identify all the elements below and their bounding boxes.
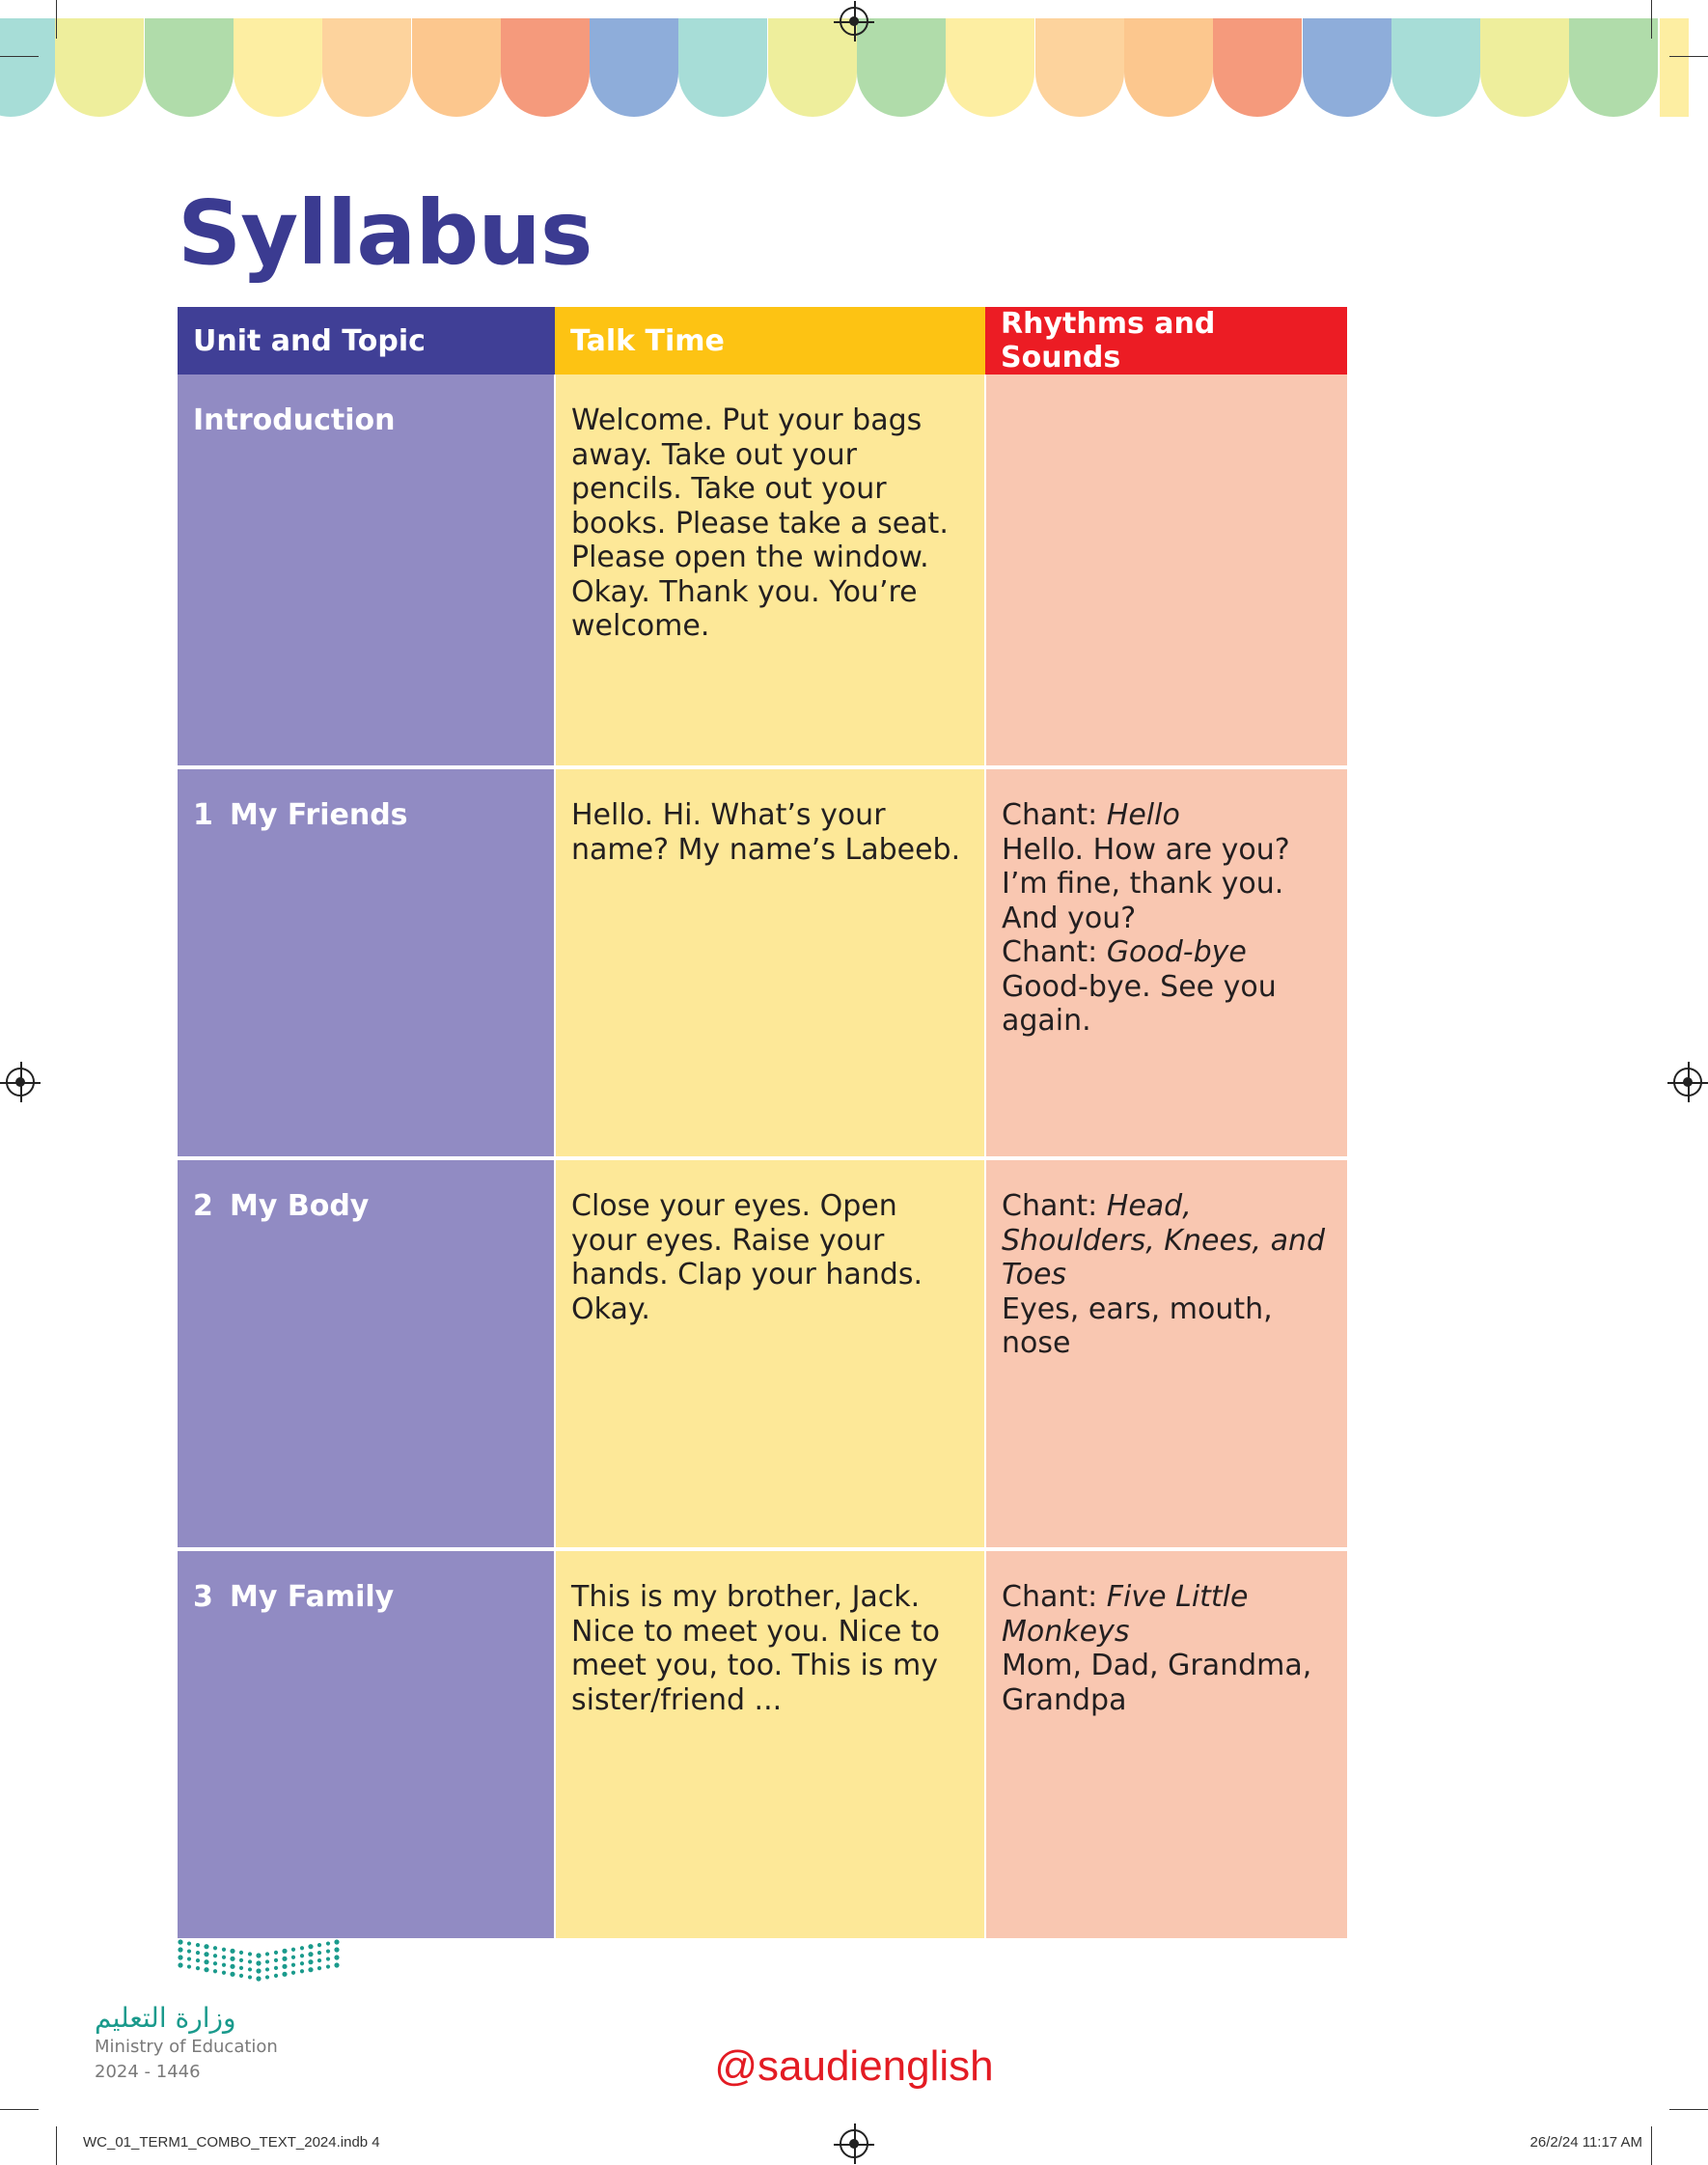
rhythms-cell: [985, 767, 1347, 1158]
logo-dot: [317, 1943, 321, 1947]
scallop-shape: [145, 18, 234, 117]
scallop-shape: [1035, 18, 1124, 117]
logo-dot: [334, 1947, 339, 1952]
ministry-logo-icon: [177, 1936, 343, 1990]
logo-dot: [178, 1939, 182, 1944]
chant-line: [1002, 935, 1332, 970]
logo-dot: [222, 1971, 226, 1975]
logo-dot: [230, 1957, 234, 1961]
registration-mark-right-icon: [1673, 1068, 1702, 1096]
talk-time-cell: Close your eyes. Open your eyes. Raise your hands. Clap your hands. Okay.: [555, 1158, 985, 1549]
unit-number: 2: [193, 1189, 213, 1223]
logo-dot: [196, 1943, 200, 1947]
logo-dot: [248, 1975, 252, 1979]
scallop-edge: [1660, 18, 1689, 117]
ministry-arabic-name: وزارة التعليم: [95, 2002, 236, 2034]
logo-dot: [265, 1975, 269, 1979]
logo-dot: [187, 1957, 191, 1960]
logo-dot: [300, 1946, 304, 1950]
scallop-shape: [768, 18, 857, 117]
table-row: [178, 767, 1347, 1158]
chant-text: Good-bye. See you again.: [1002, 969, 1277, 1038]
chant-line: [1002, 1189, 1332, 1292]
chant-name: Five Little Monkeys: [1002, 1580, 1249, 1649]
chant-line: [1002, 1580, 1332, 1649]
chant-prefix: Chant:: [1002, 798, 1107, 832]
scallop-shape: [678, 18, 767, 117]
registration-dot: [849, 2139, 859, 2149]
logo-dot: [239, 1958, 243, 1962]
header-rhythms-and-sounds: Rhythms and Sounds: [985, 307, 1347, 375]
crop-mark: [56, 2126, 57, 2165]
logo-dot: [282, 1949, 287, 1954]
logo-dot: [178, 1962, 182, 1967]
logo-dot: [308, 1959, 313, 1964]
logo-dot: [178, 1955, 182, 1959]
unit-topic: Introduction: [193, 403, 396, 437]
logo-dot: [230, 1964, 234, 1969]
logo-dot: [222, 1963, 226, 1967]
crop-mark: [56, 0, 57, 39]
logo-dot: [265, 1959, 269, 1963]
logo-dot: [334, 1962, 339, 1967]
scallop-shape: [412, 18, 501, 117]
logo-dot: [230, 1972, 234, 1977]
scallop-shape: [1213, 18, 1302, 117]
logo-dot: [274, 1951, 278, 1955]
registration-mark-left-icon: [6, 1068, 35, 1096]
logo-dot: [213, 1946, 217, 1950]
logo-dot: [248, 1967, 252, 1971]
chant-prefix: Chant:: [1002, 935, 1107, 969]
chant-name: Hello: [1106, 798, 1180, 832]
logo-dot: [256, 1960, 261, 1965]
logo-dot: [248, 1952, 252, 1956]
logo-dot: [239, 1974, 243, 1978]
logo-dot: [222, 1948, 226, 1952]
logo-dot: [300, 1961, 304, 1965]
logo-dot: [334, 1939, 339, 1944]
unit-topic-cell: [178, 767, 555, 1158]
scallop-shape: [234, 18, 322, 117]
logo-dot: [256, 1968, 261, 1973]
unit-topic: My Body: [230, 1189, 370, 1223]
page-title: Syllabus: [178, 181, 592, 285]
registration-dot: [1683, 1077, 1693, 1087]
logo-dot: [326, 1964, 330, 1968]
logo-dot: [282, 1972, 287, 1977]
logo-dot: [300, 1954, 304, 1957]
crop-mark: [1651, 0, 1652, 39]
table-row: [178, 1158, 1347, 1549]
logo-dot: [274, 1966, 278, 1970]
logo-dot: [222, 1956, 226, 1959]
unit-number: 3: [193, 1580, 213, 1614]
logo-dot: [282, 1957, 287, 1961]
rhythms-cell: [985, 1549, 1347, 1938]
logo-dot: [256, 1976, 261, 1981]
unit-number: 1: [193, 798, 213, 832]
crop-mark: [0, 2109, 39, 2110]
crop-mark: [0, 56, 39, 57]
logo-dot: [204, 1944, 208, 1949]
talk-time-cell: Welcome. Put your bags away. Take out your pencils. Take out your books. Please take a seat. Please open the window. Okay. Thank you. You’re welcome.: [555, 375, 985, 767]
logo-dot: [204, 1959, 208, 1964]
chant-prefix: Chant:: [1002, 1189, 1107, 1223]
logo-dot: [256, 1953, 261, 1957]
logo-dot: [326, 1949, 330, 1953]
logo-dot: [239, 1966, 243, 1970]
logo-dot: [239, 1951, 243, 1955]
logo-dot: [187, 1941, 191, 1945]
scallop-shape: [322, 18, 411, 117]
logo-dot: [274, 1974, 278, 1978]
scallop-shape: [1391, 18, 1480, 117]
unit-topic-cell: [178, 375, 555, 767]
logo-dot: [204, 1967, 208, 1972]
logo-dot: [230, 1949, 234, 1954]
chant-text: Mom, Dad, Grandma, Grandpa: [1002, 1649, 1312, 1717]
scallop-shape: [590, 18, 678, 117]
logo-dot: [334, 1955, 339, 1959]
rhythms-cell: [985, 1158, 1347, 1549]
logo-dot: [326, 1957, 330, 1960]
logo-dot: [308, 1952, 313, 1957]
scallop-shape: [0, 18, 55, 117]
logo-dot: [213, 1969, 217, 1973]
chant-prefix: Chant:: [1002, 1580, 1107, 1614]
crop-mark: [1651, 2126, 1652, 2165]
registration-dot: [849, 16, 859, 26]
logo-dot: [308, 1944, 313, 1949]
registration-mark-top-icon: [840, 7, 868, 36]
logo-dot: [317, 1958, 321, 1962]
logo-dot: [265, 1952, 269, 1956]
logo-dot: [291, 1971, 295, 1975]
logo-dot: [274, 1958, 278, 1962]
logo-dot: [204, 1952, 208, 1957]
logo-dot: [291, 1948, 295, 1952]
chant-text: Hello. How are you? I’m fine, thank you. And you?: [1002, 832, 1290, 935]
print-slug-date: 26/2/24 11:17 AM: [1529, 2134, 1642, 2151]
unit-topic-cell: [178, 1158, 555, 1549]
logo-dot: [317, 1966, 321, 1970]
registration-mark-bottom-icon: [840, 2129, 868, 2158]
header-unit-and-topic: Unit and Topic: [178, 307, 555, 375]
header-talk-time: Talk Time: [555, 307, 985, 375]
logo-dot: [187, 1949, 191, 1953]
table-row: [178, 375, 1347, 767]
logo-dot: [291, 1956, 295, 1959]
unit-topic: My Friends: [230, 798, 408, 832]
unit-topic-cell: [178, 1549, 555, 1938]
logo-dot: [196, 1951, 200, 1955]
logo-dot: [282, 1964, 287, 1969]
scallop-shape: [1569, 18, 1658, 117]
logo-dot: [265, 1967, 269, 1971]
talk-time-cell: Hello. Hi. What’s your name? My name’s Labeeb.: [555, 767, 985, 1158]
chant-name: Good-bye: [1106, 935, 1247, 969]
logo-dot: [213, 1954, 217, 1957]
watermark-handle: @saudienglish: [714, 2042, 994, 2090]
logo-dot: [300, 1969, 304, 1973]
unit-topic: My Family: [230, 1580, 395, 1614]
logo-dot: [196, 1958, 200, 1962]
print-slug-filename: WC_01_TERM1_COMBO_TEXT_2024.indb 4: [83, 2134, 380, 2151]
chant-line: [1002, 798, 1332, 833]
logo-dot: [187, 1964, 191, 1968]
syllabus-table: [178, 307, 1347, 1938]
logo-dot: [248, 1959, 252, 1963]
logo-dot: [308, 1967, 313, 1972]
logo-dot: [178, 1947, 182, 1952]
chant-text: Eyes, ears, mouth, nose: [1002, 1291, 1273, 1360]
scallop-shape: [946, 18, 1034, 117]
scallop-shape: [857, 18, 946, 117]
scallop-shape: [501, 18, 590, 117]
table-header-row: [178, 307, 1347, 375]
table-row: [178, 1549, 1347, 1938]
crop-mark: [1669, 2109, 1708, 2110]
ministry-english-name: Ministry of Education: [95, 2037, 278, 2057]
scallop-shape: [1124, 18, 1213, 117]
logo-dot: [213, 1961, 217, 1965]
chant-name: Head, Shoulders, Knees, and Toes: [1002, 1189, 1326, 1291]
rhythms-cell: [985, 375, 1347, 767]
scallop-shape: [55, 18, 144, 117]
logo-dot: [291, 1963, 295, 1967]
logo-dot: [196, 1966, 200, 1970]
logo-dot: [326, 1941, 330, 1945]
talk-time-cell: This is my brother, Jack. Nice to meet you. Nice to meet you, too. This is my sister/friend ...: [555, 1549, 985, 1938]
scallop-shape: [1480, 18, 1569, 117]
logo-dot: [317, 1951, 321, 1955]
ministry-year: 2024 - 1446: [95, 2062, 201, 2082]
scallop-shape: [1303, 18, 1391, 117]
crop-mark: [1669, 56, 1708, 57]
registration-dot: [15, 1077, 25, 1087]
